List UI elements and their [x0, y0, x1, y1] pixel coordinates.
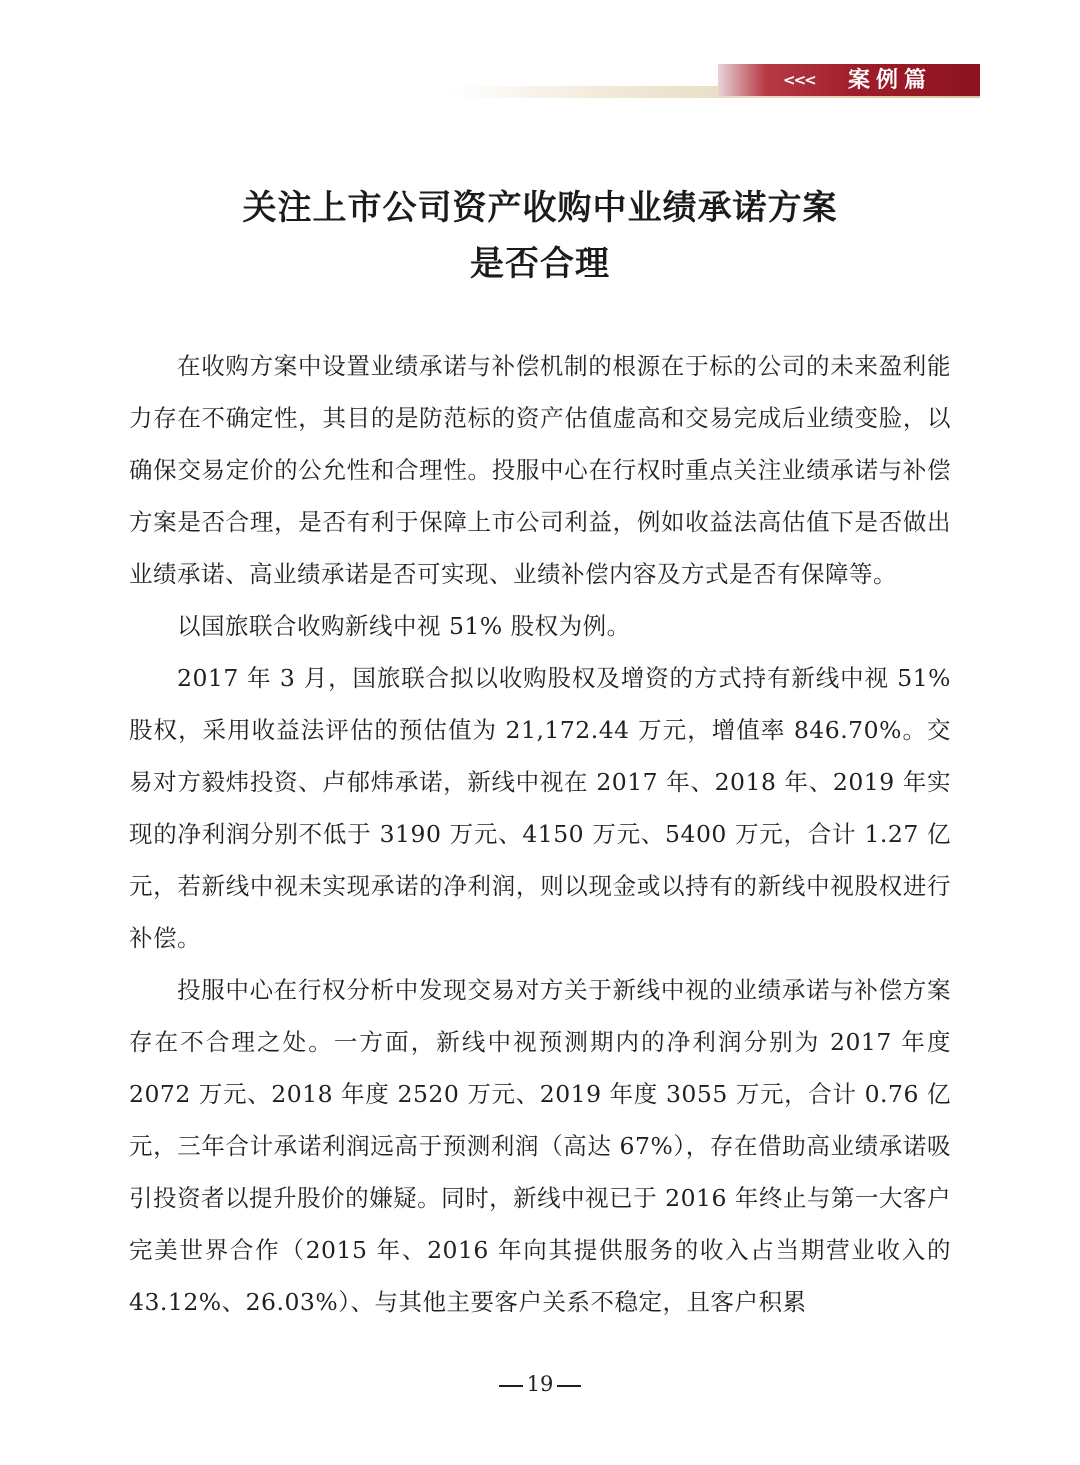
paragraph-example: 以国旅联合收购新线中视 51% 股权为例。 — [177, 612, 631, 640]
dash-right — [557, 1385, 581, 1387]
paragraph-intro: 在收购方案中设置业绩承诺与补偿机制的根源在于标的公司的未来盈利能力存在不确定性，其目的是防范标的资产估值虚高和交易完成后业绩变脸，以确保交易定价的公允性和合理性。投服中心在行权时重点关注业绩承诺与补偿方案是否合理，是否有利于保障上市公司利益，例如收益法高估值下是否做出业绩承诺、高业绩承诺是否可实现、业绩补偿内容及方式是否有保障等。 — [129, 352, 951, 588]
article-title-line-2: 是否合理 — [470, 244, 610, 284]
section-label: 案例篇 — [848, 67, 933, 93]
paragraph-analysis: 投服中心在行权分析中发现交易对方关于新线中视的业绩承诺与补偿方案存在不合理之处。一方面，新线中视预测期内的净利润分别为 2017 年度 2072 万元、2018 年度 2520 万元、2019 年度 3055 万元，合计 0.76 亿元，三年合计承诺利润远高于预测利润（高达 67%），存在借助高业绩承诺吸引投资者以提升股价的嫌疑。同时，新线中视已于 2016 年终止与第一大客户完美世界合作（2015 年、2016 年向其提供服务的收入占当期营业收入的 43.12%、26.03%）、与其他主要客户关系不稳定，且客户积累 — [129, 976, 951, 1316]
page-number-value: 19 — [526, 1372, 554, 1396]
article-title-line-1: 关注上市公司资产收购中业绩承诺方案 — [242, 188, 838, 228]
paragraph-case-detail: 2017 年 3 月，国旅联合拟以收购股权及增资的方式持有新线中视 51% 股权，采用收益法评估的预估值为 21,172.44 万元，增值率 846.70%。交易对方毅炜投资、卢郁炜承诺，新线中视在 2017 年、2018 年、2019 年实现的净利润分别不低于 3190 万元、4150 万元、5400 万元，合计 1.27 亿元，若新线中视未实现承诺的净利润，则以现金或以持有的新线中视股权进行补偿。 — [129, 664, 951, 952]
dash-left — [499, 1385, 523, 1387]
article-body — [129, 340, 951, 1328]
chevron-left-icon: <<< — [783, 71, 815, 89]
section-header-tab — [718, 64, 980, 96]
page-number — [0, 1372, 1080, 1396]
